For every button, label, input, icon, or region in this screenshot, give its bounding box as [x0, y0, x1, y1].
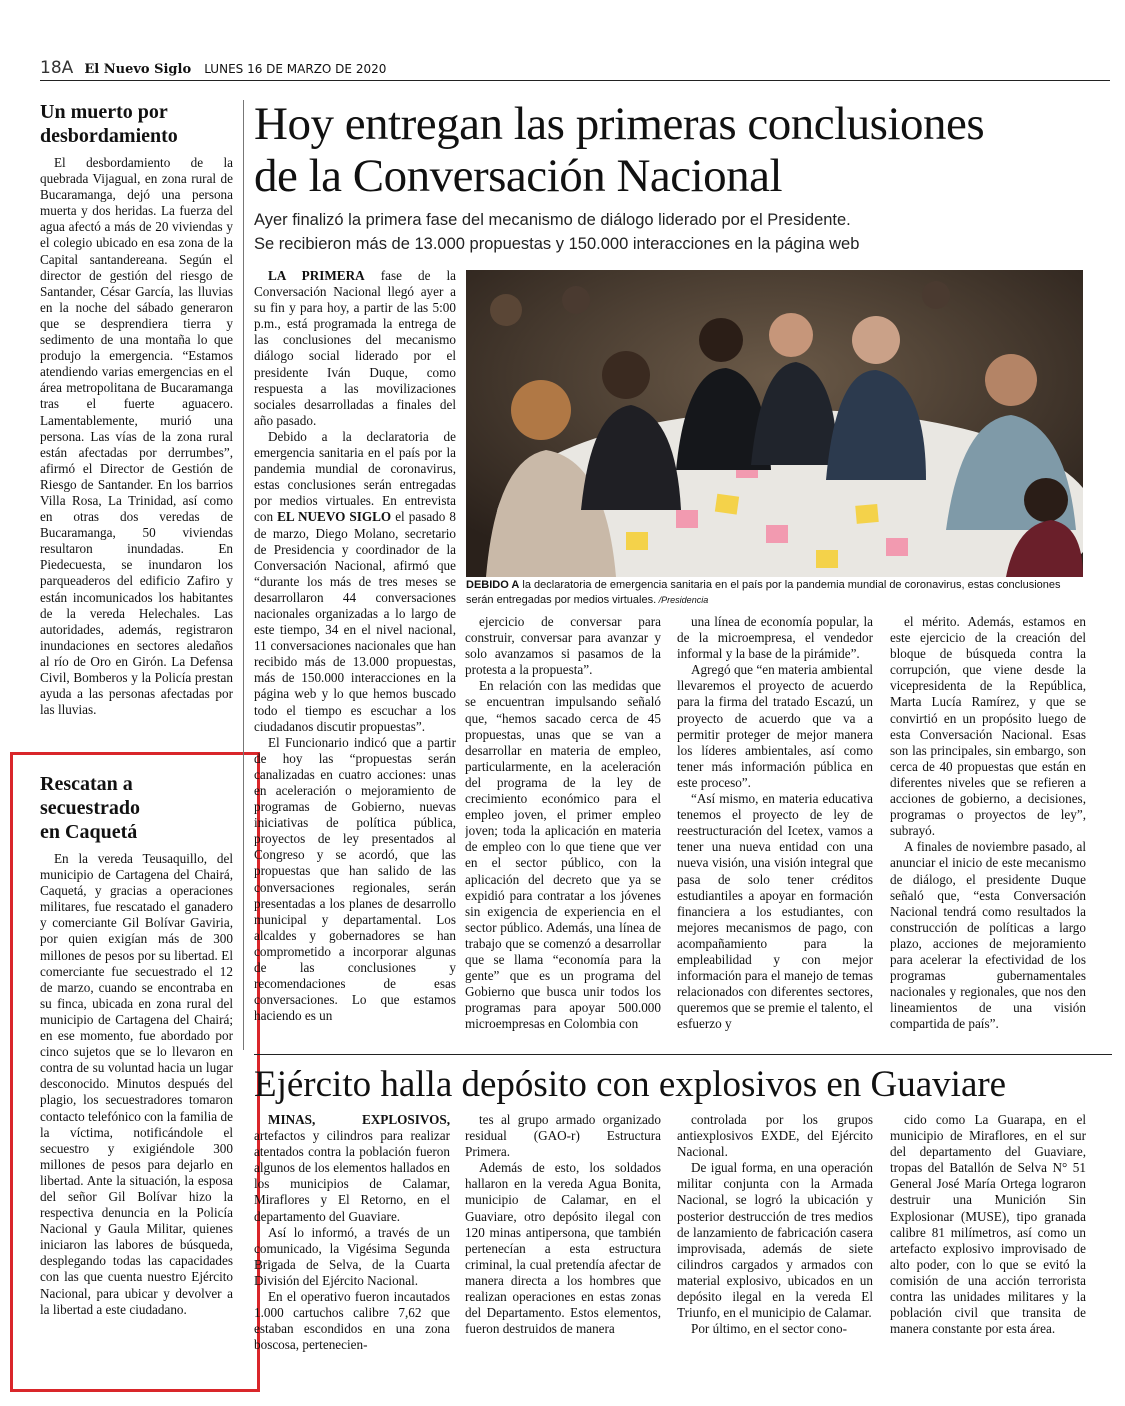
main-photo [466, 270, 1083, 577]
second-story-column-2: tes al grupo armado organizado residual (GAO-r) Estructura Primera. Además de esto, los soldados hallaron en la vereda Agua Bonita, municipio de Calamar, en el Guaviare, otro depósito ilegal con 120 minas antipersona, que también pertenecían a esta estructura criminal, la cual pretendía afectar de manera directa a los hombres que realizan operaciones en estas zonas del Departamento. Estos elementos, fueron destruidos de manera [465, 1112, 661, 1337]
sidebar-story-flood [40, 100, 233, 745]
page-number: 18A [40, 58, 74, 78]
second-story-column-3: controlada por los grupos antiexplosivos EXDE, del Ejército Nacional. De igual forma, en una operación militar conjunta con la Armada Nacional, se logró la ubicación y posterior destrucción de tres medios de lanzamiento de fabricación casera improvisada, además de siete cilindros cargados y armados con material explosivo, ubicados en un depósito ilegal en la vereda El Triunfo, en el municipio de Calamar. Por último, en el sector cono- [677, 1112, 873, 1337]
second-story-column-4: cido como La Guarapa, en el municipio de Miraflores, en el sur del departamento del Guaviare, tropas del Batallón de Selva N° 51 General José María Ortega lograron destruir una Munición Sin Explosionar (MUSE), tipo granada calibre 81 milímetros, así como un artefacto explosivo improvisado de alto poder, con lo que se evitó la comisión de una acción terrorista contra las unidades militares y la población civil que transita de manera constante por esta área. [890, 1112, 1086, 1337]
sidebar-body: En la vereda Teusaquillo, del municipio de Cartagena del Chairá, Caquetá, y gracias a operaciones militares, fue rescatado el ganadero y comerciante Gil Bolívar Gaviria, por quien exigían más de 300 millones de pesos por su libertad. El comerciante fue secuestrado el 12 de marzo, cuando se encontraba en su finca, ubicada en zona rural del municipio de Cartagena del Chairá; en ese momento, fue abordado por cinco sujetos que se lo llevaron en contra de su voluntad hacia un lugar desconocido. Minutos después del plagio, los secuestradores tomaron contacto telefónico con la familia de la víctima, notificándole el secuestro y exigiéndole 300 millones de pesos para dejarlo en libertad. Ante la situación, la esposa del señor Gil Bolívar hizo la respectiva denuncia en la Policía Nacional y Gaula Militar, quienes iniciaron las labores de búsqueda, desplegando todas las capacidades con las que cuenta nuestro Ejército Nacional, para ubicar y devolver a la libertad a este ciudadano. [40, 851, 233, 1317]
sidebar-story-rescue [40, 772, 233, 1318]
meeting-photo-illustration [466, 270, 1083, 577]
sidebar-headline: Rescatan a secuestrado en Caquetá [40, 773, 140, 843]
sidebar-headline: Un muerto por desbordamiento [40, 101, 178, 147]
issue-date: LUNES 16 DE MARZO DE 2020 [204, 62, 387, 76]
story-separator [254, 1054, 1112, 1055]
masthead [40, 58, 1110, 81]
main-headline: Hoy entregan las primeras conclusiones de la Conversación Nacional [254, 98, 985, 202]
sidebar-body: El desbordamiento de la quebrada Vijagual, en zona rural de Bucaramanga, dejó una persona muerta y dos heridas. La fuerza del agua afectó a más de 20 viviendas y el colegio ubicado en esa zona de la Capital santandereana. Según el director de gestión del riesgo de Santander, César García, las lluvias en la noche del sábado generaron que se desprendiera tierra y sedimento de una montaña lo que produjo la emergencia. “Estamos atendiendo varias emergencias en el área metropolitana de Bucaramanga tras el fuerte aguacero. Lamentablemente, murió una persona. Las vías de la zona rural están afectadas por derrumbes”, afirmó el Director de Gestión de Riesgo de Santander. En los barrios Villa Rosa, La Trinidad, así como en otras dos veredas de Bucaramanga, 50 viviendas resultaron inundadas. En Piedecuesta, se inundaron los parqueaderos del edificio Zafiro y están incomunicados los habitantes de la vereda Helechales. Las autoridades, además, registraron inundaciones en sectores aledaños al río de Oro en Girón. La Defensa Civil, Bomberos y la Policía prestan ayuda a las personas afectadas por las lluvias. [40, 155, 233, 718]
main-deck: Ayer finalizó la primera fase del mecanismo de diálogo liderado por el Presidente. Se recibieron más de 13.000 propuestas y 150.000 interacciones en la página web [254, 211, 860, 253]
main-story-column-1: LA PRIMERA fase de la Conversación Nacional llegó ayer a su fin y para hoy, a partir de las 5:00 p.m., está programada la entrega de las conclusiones del mecanismo diálogo social liderado por el presidente Iván Duque, como respuesta a las movilizaciones sociales desarrolladas a finales del año pasado. Debido a la declaratoria de emergencia sanitaria en el país por la pandemia mundial de coronavirus, estas conclusiones serán entregadas por medios virtuales. En entrevista con EL NUEVO SIGLO el pasado 8 de marzo, Diego Molano, secretario de Presidencia y coordinador de la Conversación Nacional, afirmó que “durante los más de tres meses se desarrollaron 44 conversaciones nacionales organizadas a lo largo de este tiempo, 34 en el nivel nacional, 11 conversaciones nacionales que han recibido más de 13.000 propuestas, más de 150.000 interacciones en la página web y lo que hemos buscado todo el tiempo es escuchar a los ciudadanos discutir propuestas”. El Funcionario indicó que a partir de hoy las “propuestas serán canalizadas en cuatro acciones: unas en aceleración o mejoramiento de programas de Gobierno, nuevas iniciativas de política pública, proyectos de ley presentados al Congreso y se acordó, que las propuestas que han salido de las conversaciones regionales, serán presentadas a los planes de desarrollo municipal y departamental. Los alcaldes y gobernadores se han comprometido a incorporar algunas de las conclusiones y recomendaciones de esas conversaciones. Lo que estamos haciendo es un [254, 268, 456, 1024]
main-story-column-3: una línea de economía popular, la de la microempresa, el vendedor informal y la base de la pirámide”. Agregó que “en materia ambiental llevaremos el proyecto de acuerdo para la firma del tratado Escazú, un proyecto de acuerdo que va a permitir proteger de mejor manera los líderes ambientales, así como tener más información pública en este proceso”. “Así mismo, en materia educativa tenemos el proyecto de ley de reestructuración del Icetex, vamos a tener una nueva entidad con una nueva visión, una visión integral que pasa de solo tener créditos estudiantiles a apoyar en formación financiera a los estudiantes, con mejores mecanismos de pago, con acompañamiento para la empleabilidad y con mejor información para el manejo de temas relacionados con diferentes sectores, queremos que se premie el talento, el esfuerzo y [677, 614, 873, 1032]
second-story-column-1: MINAS, EXPLOSIVOS, artefactos y cilindros para realizar atentados contra la población fueron algunos de los elementos hallados en los municipios de Calamar, Miraflores y El Retorno, en el departamento del Guaviare. Así lo informó, a través de un comunicado, la Vigésima Segunda Brigada de Selva, de la Cuarta División del Ejército Nacional. En el operativo fueron incautados 1.000 cartuchos calibre 7,62 que estaban escondidos en una zona boscosa, pertenecien- [254, 1112, 450, 1352]
photo-credit: /Presidencia [656, 595, 709, 605]
main-story-column-4: el mérito. Además, estamos en este ejercicio de la creación del bloque de búsqueda contra la corrupción, que viene desde la vicepresidenta de la República, Marta Lucía Ramírez, y que se convirtió en un propósito luego de esta Conversación Nacional. Esas son las principales, sin embargo, son cerca de 40 propuestas que están en diferentes niveles que se refieren a acciones de gobierno, a decisiones, programas o proyectos de ley”, subrayó. A finales de noviembre pasado, al anunciar el inicio de este mecanismo de diálogo, el presidente Duque señaló que, “esta Conversación Nacional tendrá como resultados la construcción de políticas a largo plazo, acciones de mejoramiento para acelerar la efectividad de los programas gubernamentales nacionales y regionales, que nos den lineamientos de una visión compartida de país”. [890, 614, 1086, 1032]
newspaper-name: El Nuevo Siglo [84, 62, 192, 77]
second-headline: Ejército halla depósito con explosivos en Guaviare [254, 1064, 1007, 1105]
photo-caption: DEBIDO A la declaratoria de emergencia sanitaria en el país por la pandemia mundial de coronavirus, estas conclusiones serán entregadas por medios virtuales. /Presidencia [466, 579, 1061, 606]
main-story-column-2: ejercicio de conversar para construir, conversar para avanzar y solo avanzamos si pasamos de la protesta a la propuesta”. En relación con las medidas que se encuentran impulsando señaló que, “hemos sacado cerca de 45 propuestas, unas que se van a desarrollar en materia de empleo, particularmente, en la aceleración del programa de la ley de crecimiento económico para el empleo joven, el primer empleo joven; toda la aplicación en materia de empleo con lo que tiene que ver en el sector público, con la aplicación del decreto que ya se expidió para contratar a los jóvenes sin exigencia de experiencia en el sector público. Además, una línea de trabajo que se comenzó a desarrollar que se llama “economía para la gente” que es un programa del Gobierno que busca unir todos los programas para apoyar 500.000 microempresas en Colombia con [465, 614, 661, 1032]
column-divider [243, 100, 244, 1050]
